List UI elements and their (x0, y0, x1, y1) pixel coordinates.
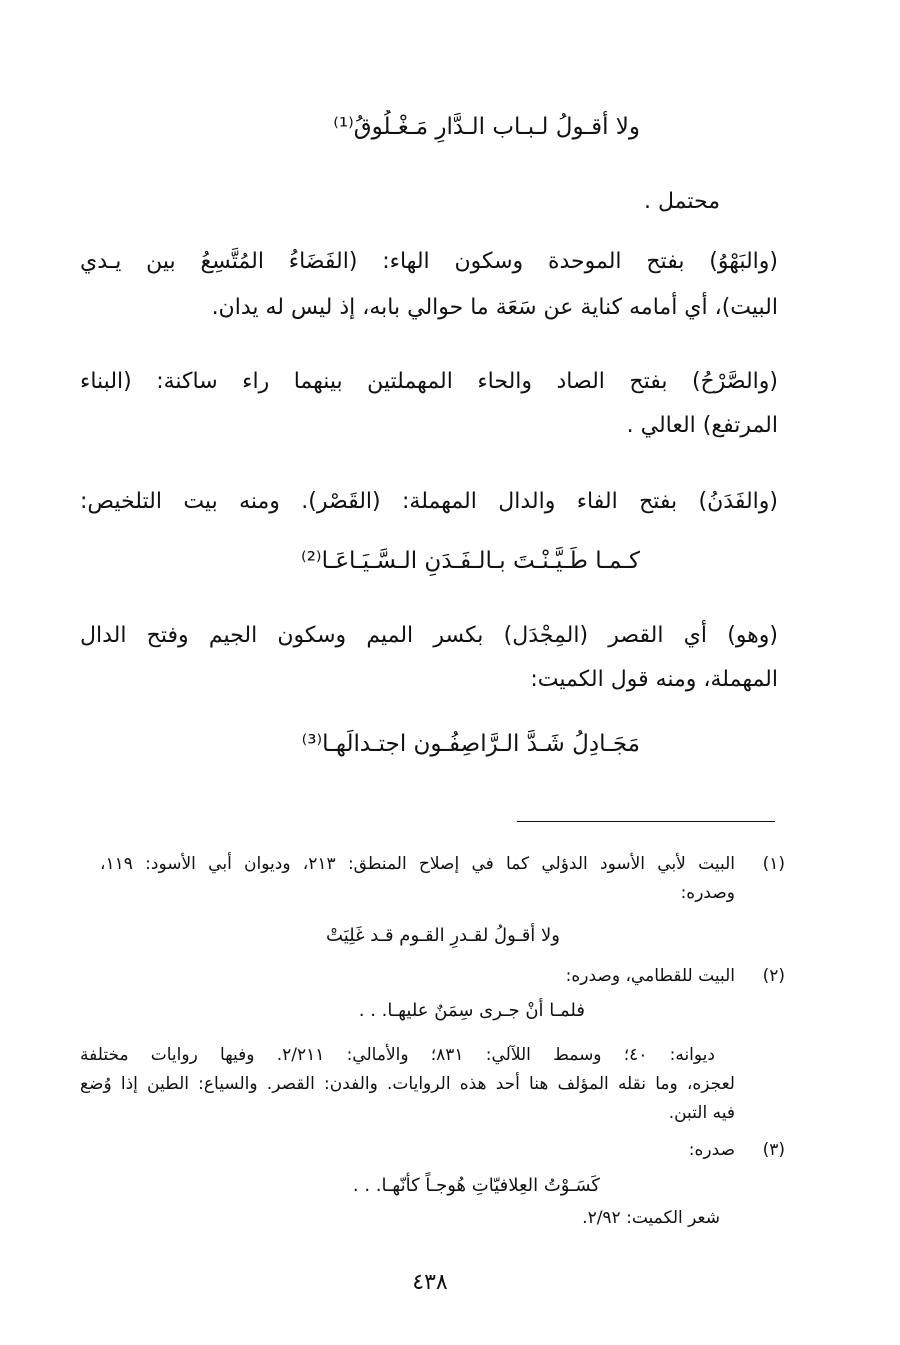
para-mijdal-line2: المهملة، ومنه قول الكميت: (530, 667, 778, 692)
footnote-1-number: (١) (762, 854, 785, 874)
para-fadan: (والفَدَنُ) بفتح الفاء والدال المهملة: (القَصْر). ومنه بيت التلخيص: (80, 489, 778, 514)
footnote-1-line1: البيت لأبي الأسود الدؤلي كما في إصلاح المنطق: ٢١٣، وديوان أبي الأسود: ١١٩، (100, 854, 735, 874)
para-mijdal-line1: (وهو) أي القصر (المِجْدَل) بكسر الميم وسكون الجيم وفتح الدال (80, 623, 778, 648)
footnote-2-line4: فيه التبن. (668, 1103, 735, 1123)
line-muhtamal: محتمل . (644, 189, 720, 214)
para-bahw-line1: (والبَهْوُ) بفتح الموحدة وسكون الهاء: (الفَضَاءُ المُتَّسِعُ بين يـدي (80, 249, 778, 274)
footnote-separator (517, 821, 775, 822)
footnote-2-number: (٢) (762, 966, 785, 986)
footnote-2-line1: البيت للقطامي، وصدره: (565, 966, 735, 986)
footnote-2-line2: ديوانه: ٤٠؛ وسمط اللآلي: ٨٣١؛ والأمالي: ٢/٢١١. وفيها روايات مختلفة (80, 1045, 715, 1065)
footnote-1-line2: وصدره: (680, 883, 735, 903)
footnote-3-line2: شعر الكميت: ٢/٩٢. (582, 1208, 720, 1228)
page-number: ٤٣٨ (412, 1270, 448, 1295)
footnote-1-verse: ولا أقـولُ لقـدرِ القـوم قـد غَلِيَتْ (326, 925, 560, 946)
footnote-3-verse: كَسَـوْتُ العِلافيّاتِ هُوجـاً كأنّهـا. . . (352, 1175, 600, 1196)
verse-1: ولا أقـولُ لـبـاب الـدَّارِ مَـغْـلُوقُ⁽¹⁾ (333, 114, 640, 140)
footnote-2-line3: لعجزه، وما نقله المؤلف هنا أحد هذه الروايات. والفدن: القصر. والسياع: الطين إذا وُضع (80, 1074, 735, 1094)
footnote-3-number: (٣) (762, 1140, 785, 1160)
footnote-2-verse: فلمـا أنْ جـرى سِمَنٌ عليهـا. . . (358, 1000, 585, 1021)
verse-2: كـمـا طَـيَّـنْـتَ بـالـفَـدَنِ الـسَّـيَـاعَـا⁽²⁾ (301, 548, 640, 574)
para-sarh-line1: (والصَّرْحُ) بفتح الصاد والحاء المهملتين بينهما راء ساكنة: (البناء (80, 369, 778, 394)
footnote-3-line1: صدره: (688, 1140, 735, 1160)
verse-3: مَجَـادِلُ شَـدَّ الـرَّاصِفُـون اجتـدالَهـا⁽³⁾ (301, 731, 640, 757)
para-bahw-line2: البيت)، أي أمامه كناية عن سَعَة ما حوالي بابه، إذ ليس له يدان. (211, 295, 778, 320)
para-sarh-line2: المرتفع) العالي . (626, 413, 778, 438)
